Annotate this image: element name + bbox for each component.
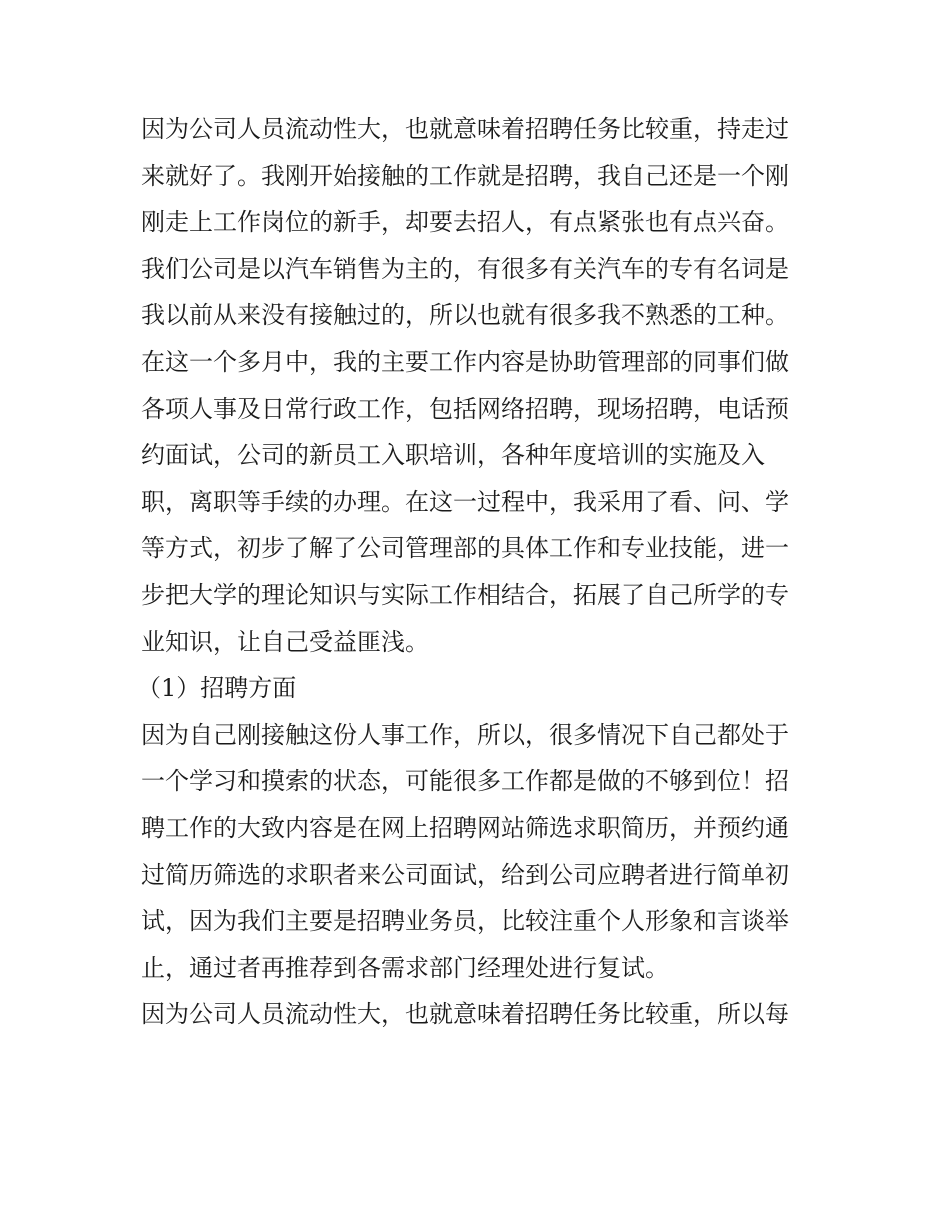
text-line: 我们公司是以汽车销售为主的，有很多有关汽车的专有名词是 — [141, 254, 789, 283]
text-line: 来就好了。我刚开始接触的工作就是招聘，我自己还是一个刚 — [141, 161, 789, 190]
text-line: 聘工作的大致内容是在网上招聘网站筛选求职简历，并预约通 — [141, 813, 789, 842]
text-line: 试，因为我们主要是招聘业务员，比较注重个人形象和言谈举 — [141, 907, 789, 936]
text-line: 业知识，让自己受益匪浅。 — [141, 627, 429, 656]
text-line: 一个学习和摸索的状态，可能很多工作都是做的不够到位！招 — [141, 767, 789, 796]
text-line: 职，离职等手续的办理。在这一过程中，我采用了看、问、学 — [141, 487, 789, 516]
section-heading: （1）招聘方面 — [137, 674, 297, 703]
text-line: 在这一个多月中，我的主要工作内容是协助管理部的同事们做 — [141, 347, 789, 376]
text-line: 因为公司人员流动性大，也就意味着招聘任务比较重，持走过 — [141, 115, 789, 143]
text-line: 步把大学的理论知识与实际工作相结合，拓展了自己所学的专 — [141, 580, 789, 609]
text-line: 约面试，公司的新员工入职培训，各种年度培训的实施及入 — [141, 441, 765, 470]
text-line: 刚走上工作岗位的新手，却要去招人，有点紧张也有点兴奋。 — [141, 208, 789, 237]
text-line: 因为自己刚接触这份人事工作，所以，很多情况下自己都处于 — [141, 720, 789, 749]
text-line: 等方式，初步了解了公司管理部的具体工作和专业技能，进一 — [141, 534, 789, 563]
text-line: 因为公司人员流动性大，也就意味着招聘任务比较重，所以每 — [141, 1000, 789, 1029]
document-body — [137, 106, 841, 1038]
text-line: 各项人事及日常行政工作，包括网络招聘，现场招聘，电话预 — [141, 394, 789, 423]
text-line: 我以前从来没有接触过的，所以也就有很多我不熟悉的工种。 — [141, 301, 789, 330]
text-line: 过简历筛选的求职者来公司面试，给到公司应聘者进行简单初 — [141, 860, 789, 889]
text-line: 止，通过者再推荐到各需求部门经理处进行复试。 — [141, 953, 669, 982]
